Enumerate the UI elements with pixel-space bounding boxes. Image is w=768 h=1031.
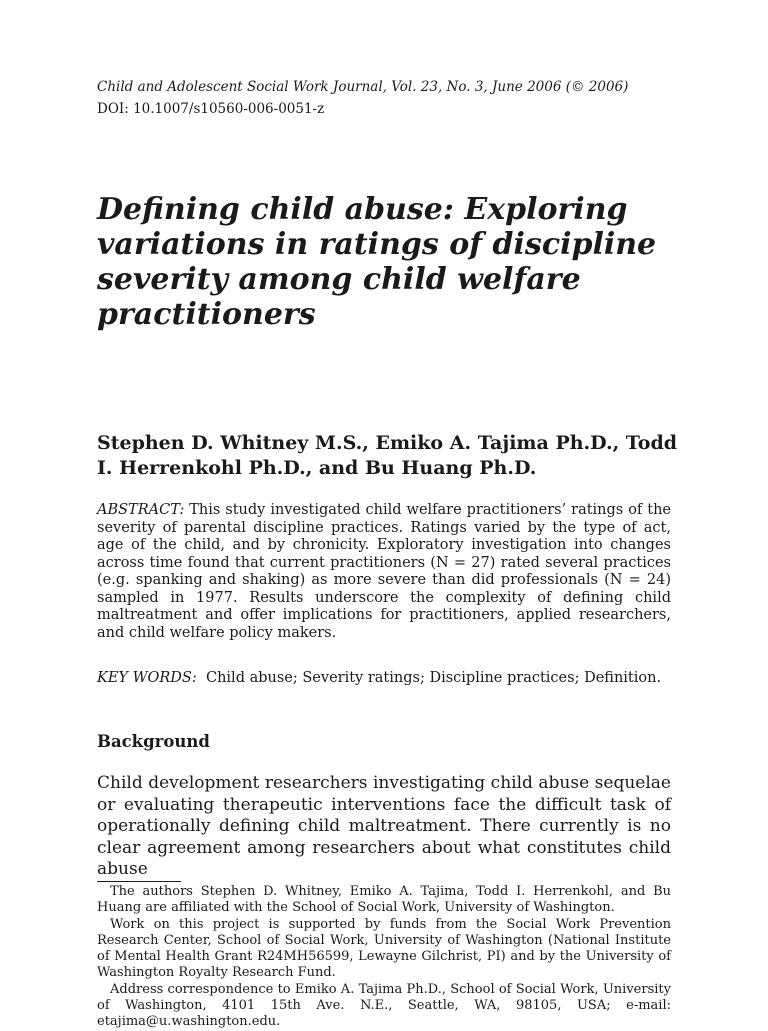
paper-title: Defining child abuse: Exploring variations in ratings of discipline severity among child welfare practitioners: [97, 192, 657, 332]
abstract-text: This study investigated child welfare practitioners’ ratings of the severity of parental discipline practices. Ratings varied by the type of act, age of the child, and by chronicity. Exploratory investigation into changes across time found that current practitioners (N = 27) rated several practices (e.g. spanking and shaking) as more severe than did professionals (N = 24) sampled in 1977. Results underscore the complexity of defining child maltreatment and offer implications for practitioners, applied researchers, and child welfare policy makers.: [97, 502, 672, 641]
abstract: [97, 502, 671, 642]
doi: DOI: 10.1007/s10560-006-0051-z: [97, 101, 325, 117]
keywords-text: Child abuse; Severity ratings; Discipline practices; Definition.: [205, 670, 662, 686]
footnote-affiliation: The authors Stephen D. Whitney, Emiko A. Tajima, Todd I. Herrenkohl, and Bu Huang are affiliated with the School of Social Work, University of Washington.: [97, 884, 671, 915]
journal-citation: Child and Adolescent Social Work Journal, Vol. 23, No. 3, June 2006 (© 2006): [97, 79, 629, 95]
keywords-label: KEY WORDS:: [97, 670, 197, 686]
author-list: Stephen D. Whitney M.S., Emiko A. Tajima Ph.D., Todd I. Herrenkohl Ph.D., and Bu Huang Ph.D.: [97, 432, 678, 479]
footnote-funding: Work on this project is supported by funds from the Social Work Prevention Research Center, School of Social Work, University of Washington (National Institute of Mental Health Grant R24MH56599, Lewayne Gilchrist, PI) and by the University of Washington Royalty Research Fund.: [97, 917, 671, 980]
keywords: [97, 669, 661, 687]
footnote-correspondence: Address correspondence to Emiko A. Tajima Ph.D., School of Social Work, University of Washington, 4101 15th Ave. N.E., Seattle, WA, 98105, USA; e-mail: etajima@u.washington.edu.: [97, 982, 671, 1029]
section-heading: Background: [97, 732, 210, 751]
footnotes: [97, 884, 671, 1031]
abstract-label: ABSTRACT:: [97, 502, 185, 518]
body-paragraph: Child development researchers investigating child abuse sequelae or evaluating therapeutic interventions face the difficult task of operationally defining child maltreatment. There currently is no clear agreement among researchers about what constitutes child abuse: [97, 773, 671, 879]
footnote-divider: [97, 881, 181, 882]
